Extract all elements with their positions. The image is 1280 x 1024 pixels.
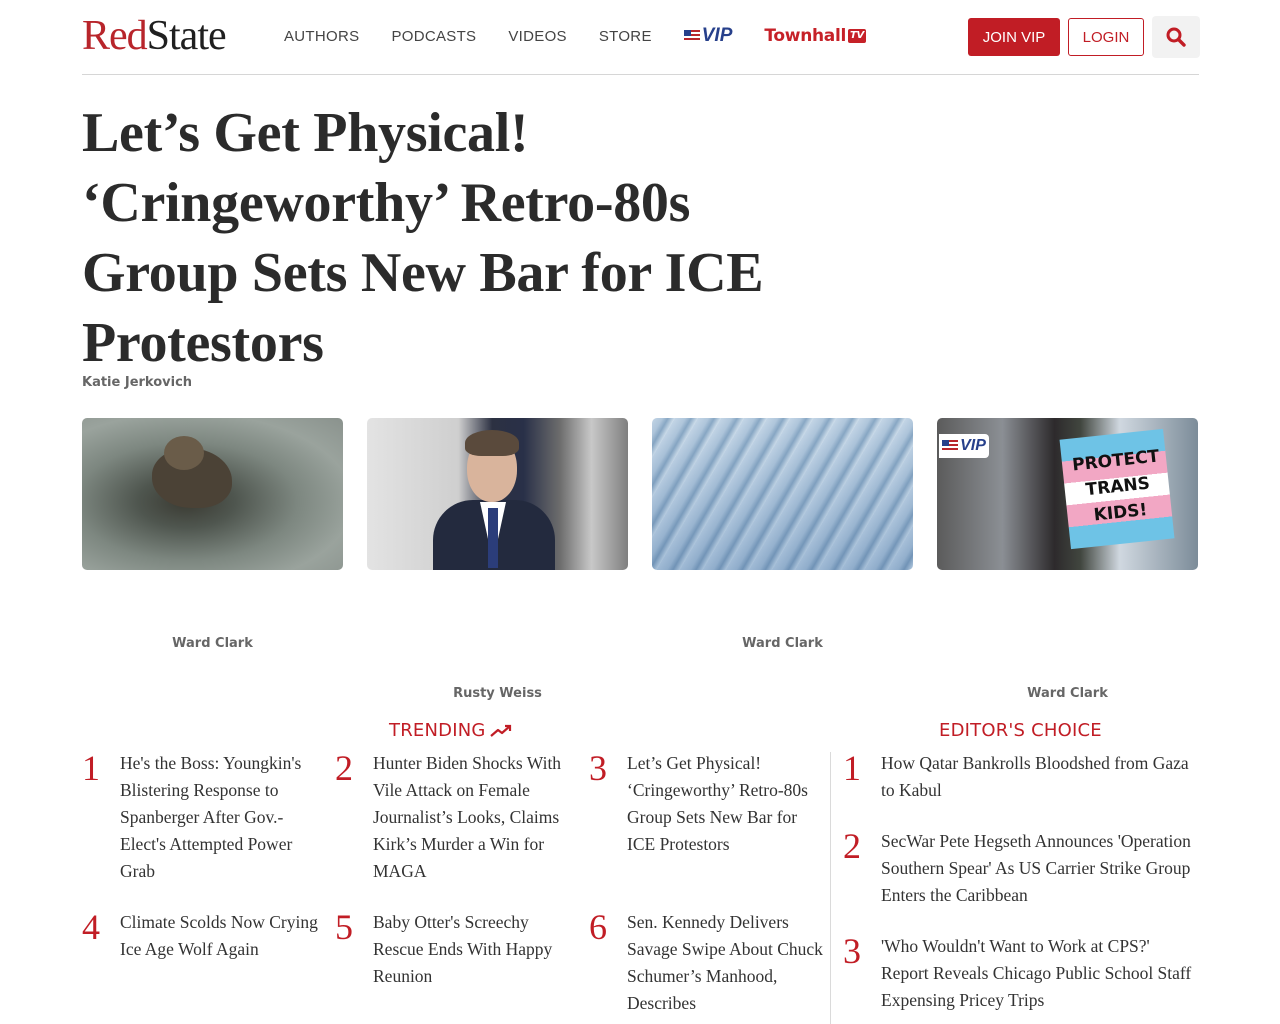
townhall-label: Townhall	[764, 26, 847, 46]
card-author-2[interactable]: Rusty Weiss	[453, 686, 542, 701]
trending-title[interactable]: Baby Otter's Screechy Rescue Ends With Happy Reunion	[373, 912, 553, 986]
trending-rank: 4	[82, 907, 100, 947]
trending-label: TRENDING	[389, 720, 486, 741]
tie-shape	[488, 508, 498, 568]
nav-videos[interactable]: VIDEOS	[508, 27, 567, 45]
login-button[interactable]: LOGIN	[1068, 18, 1144, 56]
main-nav	[284, 25, 866, 47]
editors-choice-heading	[939, 720, 1102, 741]
trending-rank: 2	[335, 748, 353, 788]
site-logo[interactable]	[82, 14, 226, 58]
article-author[interactable]: Katie Jerkovich	[82, 375, 193, 390]
trending-title[interactable]: Let’s Get Physical! ‘Cringeworthy’ Retro-80s Group Sets New Bar for ICE Protestors	[627, 753, 808, 854]
trending-title[interactable]: Sen. Kennedy Delivers Savage Swipe About Chuck Schumer’s Manhood, Describes	[627, 912, 823, 1013]
editors-choice-rank: 1	[843, 748, 861, 788]
story-card-protest[interactable]	[937, 418, 1198, 570]
trending-title[interactable]: He's the Boss: Youngkin's Blistering Response to Spanberger After Gov.-Elect's Attempted Power Grab	[120, 753, 302, 881]
trending-title[interactable]: Hunter Biden Shocks With Vile Attack on Female Journalist’s Looks, Claims Kirk’s Murder a Win for MAGA	[373, 753, 562, 881]
hair-shape	[465, 430, 519, 456]
tv-badge: TV	[850, 30, 864, 41]
trending-rank: 3	[589, 748, 607, 788]
us-flag-icon	[942, 440, 958, 452]
trending-title[interactable]: Climate Scolds Now Crying Ice Age Wolf Again	[120, 912, 318, 959]
join-vip-button[interactable]: JOIN VIP	[968, 18, 1060, 56]
vip-badge	[939, 434, 989, 458]
ice-field-photo	[652, 418, 913, 570]
sign-text: PROTECT TRANS KIDS!	[1071, 446, 1161, 526]
trending-rank: 5	[335, 907, 353, 947]
vip-label: VIP	[701, 25, 733, 46]
vip-badge-label: VIP	[960, 437, 986, 454]
editors-choice-title[interactable]: SecWar Pete Hegseth Announces 'Operation Southern Spear' As US Carrier Strike Group Enters the Caribbean	[881, 831, 1191, 905]
editors-choice-title[interactable]: How Qatar Bankrolls Bloodshed from Gaza to Kabul	[881, 753, 1189, 800]
logo-part-red: Red	[82, 13, 147, 59]
nav-authors[interactable]: AUTHORS	[284, 27, 360, 45]
trending-heading	[389, 720, 512, 741]
nav-store[interactable]: STORE	[598, 27, 652, 45]
otter-head-shape	[164, 436, 204, 470]
us-flag-icon	[684, 30, 700, 42]
search-button[interactable]	[1152, 16, 1200, 58]
card-author-1[interactable]: Ward Clark	[172, 636, 253, 651]
search-icon	[1166, 27, 1186, 47]
card-author-4[interactable]: Ward Clark	[1027, 686, 1108, 701]
editors-choice-rank: 3	[843, 931, 861, 971]
editors-choice-label: EDITOR'S CHOICE	[939, 720, 1102, 741]
trending-rank: 1	[82, 748, 100, 788]
story-card-otter[interactable]	[82, 418, 343, 570]
story-card-ice[interactable]	[652, 418, 913, 570]
protest-sign-photo	[1060, 429, 1175, 549]
logo-part-state: State	[146, 13, 226, 59]
editors-choice-rank: 2	[843, 826, 861, 866]
nav-podcasts[interactable]: PODCASTS	[391, 27, 477, 45]
editors-choice-title[interactable]: 'Who Wouldn't Want to Work at CPS?' Report Reveals Chicago Public School Staff Expensing Pricey Trips	[881, 936, 1192, 1010]
story-card-man[interactable]	[367, 418, 628, 570]
nav-townhall-tv[interactable]	[764, 26, 866, 46]
trending-rank: 6	[589, 907, 607, 947]
column-divider	[830, 752, 831, 1024]
article-headline[interactable]: Let’s Get Physical! ‘Cringeworthy’ Retro-80s Group Sets New Bar for ICE Protestors	[82, 102, 764, 374]
site-header	[82, 0, 1199, 75]
card-author-3[interactable]: Ward Clark	[742, 636, 823, 651]
nav-vip[interactable]	[684, 25, 733, 47]
trending-up-icon	[490, 724, 512, 738]
